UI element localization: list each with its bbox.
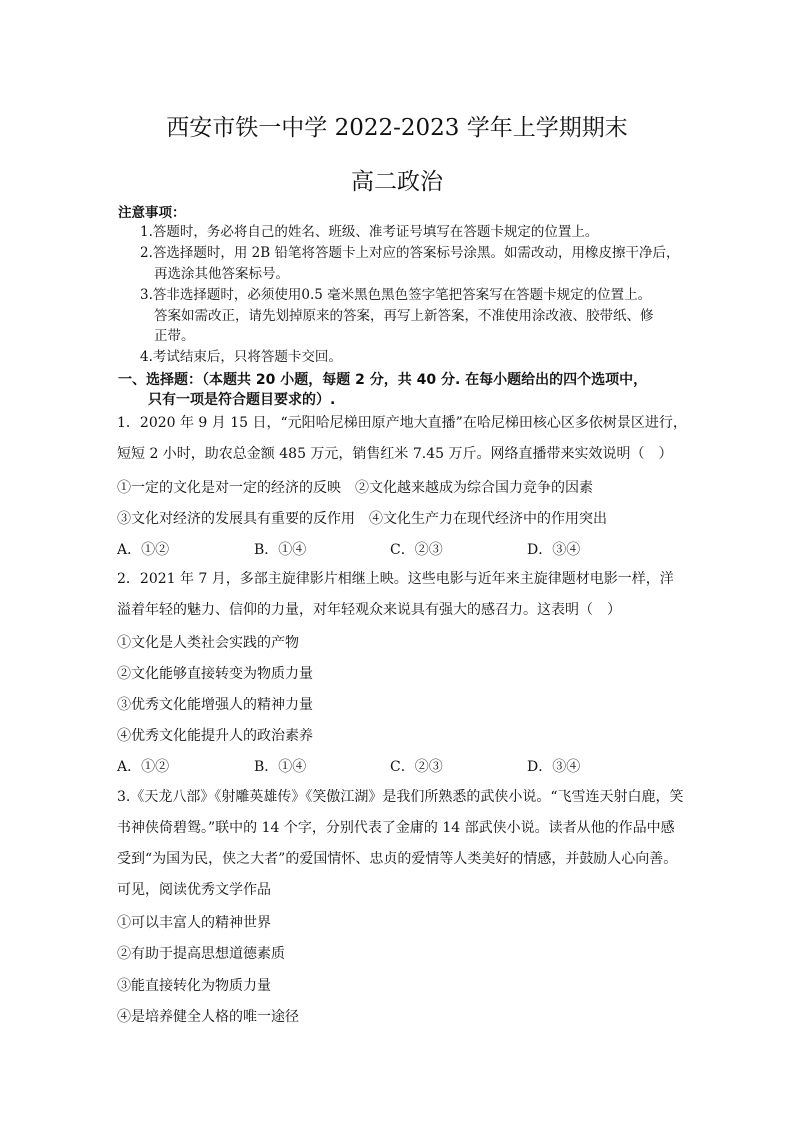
note-text: 正带。: [154, 328, 195, 344]
question-3-statement: ③能直接转化为物质力量: [117, 978, 271, 994]
option-d: D．③④: [527, 759, 581, 775]
question-3-statement: ①可以丰富人的精神世界: [117, 915, 271, 931]
note-text: 答案如需改正，请先划掉原来的答案，再写上新答案，不准使用涂改液、胶带纸、修: [154, 307, 654, 324]
option-a: A．①②: [117, 759, 170, 775]
question-2-statement: ①文化是人类社会实践的产物: [117, 635, 299, 651]
option-c: C．②③: [390, 759, 443, 775]
question-1-statement: ①一定的文化是对一定的经济的反映 ②文化越来越成为综合国力竞争的因素: [117, 480, 593, 496]
question-3-statement: ④是培养健全人格的唯一途径: [117, 1009, 299, 1025]
question-2-statement: ②文化能够直接转变为物质力量: [117, 666, 313, 682]
note-item: [140, 222, 685, 243]
question-1-statement: ③文化对经济的发展具有重要的反作用 ④文化生产力在现代经济中的作用突出: [117, 511, 607, 527]
section-heading-line: 一、选择题：（本题共 20 小题，每题 2 分，共 40 分. 在每小题给出的四个选项中，: [118, 372, 648, 388]
note-item: [140, 347, 685, 368]
question-2-statement: ④优秀文化能提升人的政治素养: [117, 728, 313, 744]
note-text: 1.答题时，务必将自己的姓名、班级、准考证号填写在答题卡规定的位置上。: [140, 224, 599, 240]
section-heading: [118, 370, 688, 410]
notes-heading: 注意事项：: [118, 205, 186, 221]
note-text: 再选涂其他答案标号。: [154, 265, 289, 282]
option-c: C．②③: [390, 542, 443, 558]
option-d: D．③④: [527, 542, 581, 558]
option-b: B．①④: [254, 759, 307, 775]
note-text: 4.考试结束后，只将答题卡交回。: [140, 349, 342, 365]
note-text: 2.答选择题时，用 2B 铅笔将答题卡上对应的答案标号涂黑。如需改动，用橡皮擦干净后，: [140, 245, 680, 261]
question-3-statement: ②有助于提高思想道德素质: [117, 946, 285, 962]
question-3-stem: 3.《天龙八部》《射雕英雄传》《笑傲江湖》是我们所熟悉的武侠小说。“飞雪连天射白鹿，笑书神侠倚碧鸳。”联中的 14 个字，分别代表了金庸的 14 部武侠小说。读者从他的作品中感受到“为国为民，侠之大者”的爱国情怀、忠贞的爱情等人类美好的情感，并鼓励人心向善。可见，阅读优秀文学作品: [117, 789, 684, 898]
question-1-stem: 1．2020 年 9 月 15 日，“元阳哈尼梯田原产地大直播”在哈尼梯田核心区多依树景区进行，短短 2 小时，助农总金额 485 万元，销售红米 7.45 万斤。网络直播带来实效说明（ ）: [117, 415, 687, 462]
question-2-statement: ③优秀文化能增强人的精神力量: [117, 697, 313, 713]
question-2-stem: 2．2021 年 7 月，多部主旋律影片相继上映。这些电影与近年来主旋律题材电影一样，洋溢着年轻的魅力、信仰的力量，对年轻观众来说具有强大的感召力。这表明（ ）: [117, 571, 674, 618]
note-text: 3.答非选择题时，必须使用0.5 毫米黑色黑色签字笔把答案写在答题卡规定的位置上。: [140, 287, 652, 303]
exam-title: 西安市铁一中学 2022-2023 学年上学期期末: [166, 115, 628, 141]
section-heading-line: 只有一项是符合题目要求的）.: [148, 392, 336, 408]
option-b: B．①④: [254, 542, 307, 558]
note-item: [140, 285, 685, 347]
note-item: [140, 243, 685, 284]
option-a: A．①②: [117, 542, 170, 558]
subject-title: 高二政治: [351, 169, 443, 195]
